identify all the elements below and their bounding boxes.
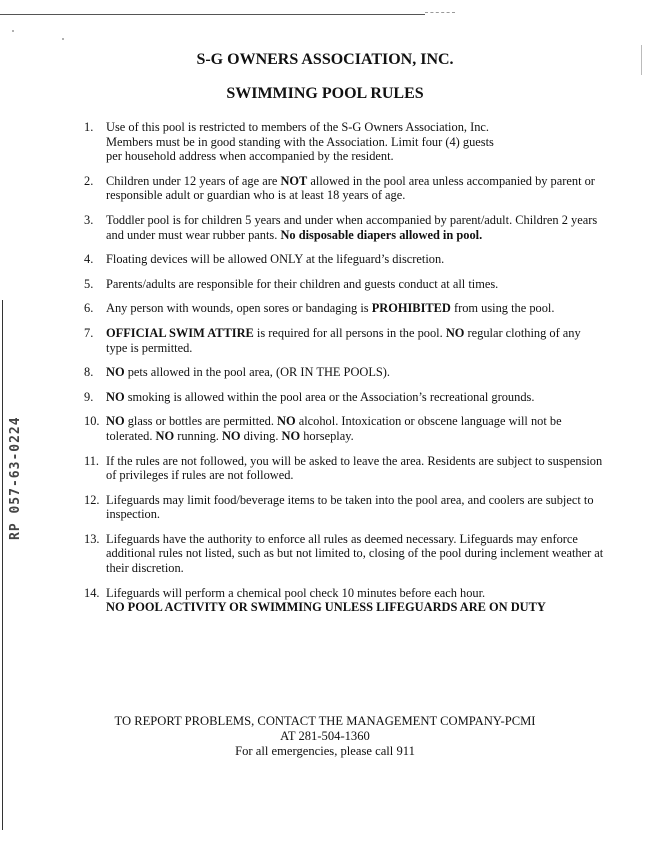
rule-number: 12.	[84, 492, 100, 507]
rule-number: 14.	[84, 585, 100, 600]
top-rule-line-dashed	[425, 12, 455, 13]
rule-number: 4.	[84, 252, 94, 267]
rule-8: 8. NO pets allowed in the pool area, (OR IN THE POOLS).	[84, 365, 391, 380]
rule-number: 10.	[84, 414, 100, 429]
phone-line: AT 281-504-1360	[280, 728, 370, 743]
rule-1: 1. Use of this pool is restricted to members of the S-G Owners Association, Inc. Members must be in good standing with the Association. Limit four (4) guests per household address when accompanied by the resident.	[84, 120, 494, 164]
rules-list	[84, 120, 604, 625]
rule-10: 10. NO glass or bottles are permitted. NO alcohol. Intoxication or obscene language will not be tolerated. NO running. NO diving. NO horseplay.	[84, 414, 562, 443]
rule-7: 7. OFFICIAL SWIM ATTIRE is required for all persons in the pool. NO regular clothing of any type is permitted.	[84, 325, 581, 355]
rule-number: 7.	[84, 325, 94, 340]
emergency-line: For all emergencies, please call 911	[235, 743, 415, 758]
rule-number: 6.	[84, 301, 94, 316]
top-rule-line	[0, 14, 425, 15]
rule-number: 9.	[84, 389, 94, 404]
record-stamp: RP 057-63-0224	[8, 416, 23, 540]
rule-3: 3. Toddler pool is for children 5 years and under when accompanied by parent/adult. Children 2 years and under must wear rubber pants. No disposable diapers allowed in pool.	[84, 212, 598, 242]
report-problems-line: TO REPORT PROBLEMS, CONTACT THE MANAGEMENT COMPANY-PCMI	[114, 714, 536, 728]
rule-number: 2.	[84, 173, 94, 188]
rule-number: 11.	[84, 453, 100, 468]
scan-speck	[62, 38, 64, 40]
rule-13: 13. Lifeguards have the authority to enforce all rules as deemed necessary. Lifeguards may enforce additional rules not listed, such as but not limited to, closing of the pool during inclement weather at their discretion.	[84, 531, 604, 576]
rule-number: 13.	[84, 531, 100, 546]
page-title: SWIMMING POOL RULES	[226, 85, 424, 102]
rule-14: 14. Lifeguards will perform a chemical pool check 10 minutes before each hour. NO POOL ACTIVITY OR SWIMMING UNLESS LIFEGUARDS ARE ON DUTY	[84, 585, 546, 615]
rule-11: 11. If the rules are not followed, you will be asked to leave the area. Residents are subject to suspension of privileges if rules are not followed.	[84, 453, 603, 483]
org-name: S-G OWNERS ASSOCIATION, INC.	[196, 51, 454, 68]
rule-9: 9. NO smoking is allowed within the pool area or the Association’s recreational grounds.	[84, 389, 535, 404]
scan-speck	[12, 30, 14, 32]
contact-footer	[0, 714, 650, 758]
rule-6: 6. Any person with wounds, open sores or bandaging is PROHIBITED from using the pool.	[84, 301, 555, 316]
rule-number: 1.	[84, 120, 94, 134]
rule-12: 12. Lifeguards may limit food/beverage items to be taken into the pool area, and coolers are subject to inspection.	[84, 492, 594, 522]
rule-number: 3.	[84, 212, 94, 227]
rule-number: 5.	[84, 276, 94, 291]
rule-number: 8.	[84, 365, 94, 380]
rule-4: 4. Floating devices will be allowed ONLY at the lifeguard’s discretion.	[84, 252, 445, 267]
rule-2: 2. Children under 12 years of age are NOT allowed in the pool area unless accompanied by parent or responsible adult or guardian who is at least 18 years of age.	[84, 173, 595, 203]
rule-5: 5. Parents/adults are responsible for their children and guests conduct at all times.	[84, 276, 499, 291]
